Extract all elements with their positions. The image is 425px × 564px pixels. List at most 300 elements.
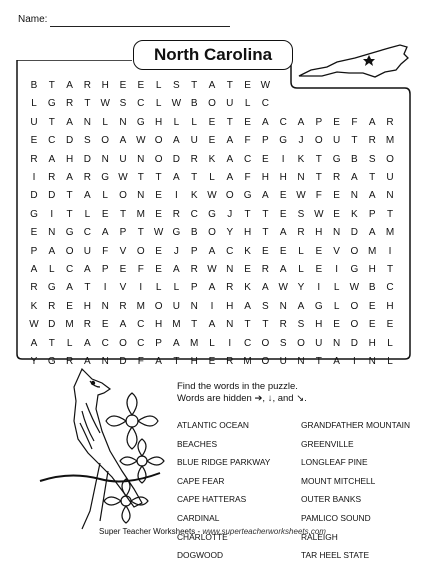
grid-letter[interactable]: C bbox=[386, 282, 394, 294]
grid-letter[interactable]: A bbox=[119, 135, 127, 147]
grid-letter[interactable]: I bbox=[175, 190, 178, 202]
grid-letter[interactable]: R bbox=[226, 282, 234, 294]
grid-letter[interactable]: C bbox=[137, 319, 145, 331]
grid-letter[interactable]: S bbox=[297, 208, 305, 220]
grid-letter[interactable]: T bbox=[226, 116, 233, 128]
grid-letter[interactable]: A bbox=[226, 153, 234, 165]
grid-letter[interactable]: K bbox=[208, 153, 216, 165]
grid-letter[interactable]: V bbox=[333, 245, 340, 257]
grid-letter[interactable]: E bbox=[208, 135, 216, 147]
grid-letter[interactable]: R bbox=[48, 172, 56, 183]
grid-letter[interactable]: I bbox=[210, 300, 214, 312]
grid-letter[interactable]: G bbox=[172, 227, 181, 239]
grid-letter[interactable]: T bbox=[48, 116, 55, 128]
grid-letter[interactable]: Y bbox=[226, 227, 234, 239]
grid-letter[interactable]: O bbox=[350, 245, 359, 257]
grid-letter[interactable]: T bbox=[386, 264, 394, 275]
grid-letter[interactable]: P bbox=[30, 245, 38, 257]
grid-letter[interactable]: E bbox=[155, 245, 162, 257]
grid-letter[interactable]: T bbox=[315, 356, 322, 367]
grid-letter[interactable]: F bbox=[244, 172, 251, 183]
grid-letter[interactable]: R bbox=[226, 356, 234, 367]
grid-letter[interactable]: V bbox=[119, 282, 127, 294]
grid-letter[interactable]: F bbox=[137, 264, 144, 275]
grid-letter[interactable]: W bbox=[207, 190, 217, 202]
grid-letter[interactable]: M bbox=[136, 300, 145, 312]
grid-letter[interactable]: G bbox=[350, 264, 359, 275]
grid-letter[interactable]: B bbox=[190, 227, 198, 239]
grid-letter[interactable]: E bbox=[279, 245, 287, 257]
grid-letter[interactable]: E bbox=[155, 190, 162, 202]
grid-letter[interactable]: R bbox=[297, 227, 305, 239]
grid-letter[interactable]: W bbox=[136, 135, 146, 147]
grid-letter[interactable]: O bbox=[208, 98, 216, 110]
grid-letter[interactable]: G bbox=[314, 300, 323, 312]
grid-letter[interactable]: K bbox=[244, 282, 251, 294]
grid-letter[interactable]: E bbox=[368, 300, 376, 312]
grid-letter[interactable]: E bbox=[333, 208, 340, 220]
grid-letter[interactable]: E bbox=[368, 319, 376, 331]
grid-letter[interactable]: T bbox=[369, 172, 376, 183]
grid-letter[interactable]: T bbox=[66, 208, 73, 220]
grid-letter[interactable]: R bbox=[190, 153, 198, 165]
grid-letter[interactable]: N bbox=[190, 300, 198, 312]
grid-letter[interactable]: P bbox=[190, 245, 198, 257]
grid-letter[interactable]: L bbox=[49, 264, 55, 275]
grid-letter[interactable]: B bbox=[368, 282, 376, 294]
grid-letter[interactable]: E bbox=[315, 264, 323, 275]
grid-letter[interactable]: P bbox=[262, 135, 269, 147]
grid-letter[interactable]: E bbox=[262, 245, 269, 257]
grid-letter[interactable]: T bbox=[351, 135, 358, 147]
grid-letter[interactable]: A bbox=[368, 190, 376, 202]
grid-letter[interactable]: E bbox=[155, 208, 162, 220]
grid-letter[interactable]: G bbox=[332, 153, 341, 165]
grid-letter[interactable]: N bbox=[48, 227, 56, 239]
grid-letter[interactable]: N bbox=[332, 227, 341, 239]
grid-letter[interactable]: A bbox=[368, 227, 376, 239]
grid-letter[interactable]: L bbox=[209, 337, 215, 349]
grid-letter[interactable]: T bbox=[119, 208, 127, 220]
grid-letter[interactable]: T bbox=[262, 227, 269, 239]
grid-letter[interactable]: P bbox=[190, 282, 198, 294]
grid-letter[interactable]: N bbox=[279, 300, 287, 312]
grid-letter[interactable]: E bbox=[244, 264, 251, 275]
grid-letter[interactable]: E bbox=[30, 135, 38, 147]
grid-letter[interactable]: P bbox=[155, 337, 162, 349]
grid-letter[interactable]: U bbox=[172, 300, 180, 312]
grid-letter[interactable]: W bbox=[278, 282, 288, 294]
grid-letter[interactable]: E bbox=[101, 319, 109, 331]
grid-letter[interactable]: C bbox=[261, 98, 269, 110]
grid-letter[interactable]: I bbox=[281, 153, 285, 165]
grid-letter[interactable]: T bbox=[315, 153, 322, 165]
grid-letter[interactable]: H bbox=[190, 356, 198, 367]
grid-letter[interactable]: T bbox=[386, 208, 394, 220]
grid-letter[interactable]: I bbox=[353, 356, 356, 367]
grid-letter[interactable]: L bbox=[244, 98, 251, 110]
grid-letter[interactable]: I bbox=[103, 282, 107, 294]
grid-letter[interactable]: U bbox=[30, 116, 38, 128]
grid-letter[interactable]: H bbox=[154, 116, 163, 128]
grid-letter[interactable]: W bbox=[207, 264, 217, 275]
grid-letter[interactable]: M bbox=[172, 319, 181, 331]
grid-letter[interactable]: D bbox=[172, 153, 180, 165]
grid-letter[interactable]: O bbox=[261, 356, 270, 367]
grid-letter[interactable]: A bbox=[297, 300, 305, 312]
grid-letter[interactable]: P bbox=[315, 116, 323, 128]
grid-letter[interactable]: P bbox=[101, 264, 109, 275]
grid-letter[interactable]: O bbox=[350, 319, 359, 331]
grid-letter[interactable]: L bbox=[387, 356, 393, 367]
grid-letter[interactable]: I bbox=[317, 282, 321, 294]
grid-letter[interactable]: O bbox=[154, 135, 163, 147]
grid-letter[interactable]: U bbox=[386, 172, 394, 183]
grid-letter[interactable]: A bbox=[279, 227, 287, 239]
grid-letter[interactable]: G bbox=[243, 190, 252, 202]
grid-letter[interactable]: I bbox=[388, 245, 392, 257]
grid-letter[interactable]: H bbox=[368, 337, 376, 349]
grid-letter[interactable]: B bbox=[351, 153, 358, 165]
grid-letter[interactable]: A bbox=[351, 172, 358, 183]
grid-letter[interactable]: I bbox=[228, 337, 232, 349]
grid-letter[interactable]: A bbox=[226, 172, 234, 183]
grid-letter[interactable]: R bbox=[83, 319, 91, 331]
grid-letter[interactable]: N bbox=[101, 300, 109, 312]
grid-letter[interactable]: E bbox=[66, 300, 73, 312]
grid-letter[interactable]: A bbox=[66, 172, 73, 183]
grid-letter[interactable]: T bbox=[191, 80, 198, 91]
grid-letter[interactable]: L bbox=[31, 98, 37, 110]
grid-letter[interactable]: A bbox=[84, 190, 91, 202]
grid-letter[interactable]: S bbox=[297, 319, 305, 331]
grid-letter[interactable]: H bbox=[226, 300, 234, 312]
grid-letter[interactable]: N bbox=[297, 356, 305, 367]
grid-letter[interactable]: A bbox=[279, 264, 287, 275]
grid-letter[interactable]: N bbox=[332, 337, 341, 349]
grid-letter[interactable]: S bbox=[119, 98, 127, 110]
grid-letter[interactable]: W bbox=[100, 98, 110, 110]
grid-letter[interactable]: A bbox=[173, 337, 180, 349]
grid-letter[interactable]: L bbox=[155, 282, 162, 294]
grid-letter[interactable]: C bbox=[83, 227, 91, 239]
grid-letter[interactable]: S bbox=[84, 135, 91, 147]
grid-letter[interactable]: K bbox=[297, 153, 305, 165]
grid-letter[interactable]: E bbox=[30, 227, 38, 239]
grid-letter[interactable]: O bbox=[208, 227, 216, 239]
grid-letter[interactable]: A bbox=[173, 172, 180, 183]
grid-letter[interactable]: T bbox=[48, 337, 55, 349]
grid-letter[interactable]: R bbox=[65, 98, 74, 110]
grid-letter[interactable]: G bbox=[136, 116, 145, 128]
grid-letter[interactable]: N bbox=[83, 116, 91, 128]
grid-letter[interactable]: N bbox=[297, 172, 305, 183]
grid-letter[interactable]: O bbox=[225, 190, 234, 202]
grid-letter[interactable]: N bbox=[386, 190, 394, 202]
grid-letter[interactable]: B bbox=[190, 98, 198, 110]
grid-letter[interactable]: V bbox=[119, 245, 127, 257]
grid-letter[interactable]: S bbox=[279, 337, 287, 349]
grid-letter[interactable]: E bbox=[155, 264, 162, 275]
grid-letter[interactable]: N bbox=[350, 190, 358, 202]
grid-letter[interactable]: T bbox=[84, 282, 91, 294]
grid-letter[interactable]: A bbox=[155, 356, 162, 367]
grid-letter[interactable]: A bbox=[173, 135, 180, 147]
grid-letter[interactable]: T bbox=[84, 98, 91, 110]
grid-letter[interactable]: F bbox=[244, 135, 251, 147]
name-line[interactable] bbox=[50, 26, 230, 27]
grid-letter[interactable]: R bbox=[172, 208, 180, 220]
grid-letter[interactable]: A bbox=[208, 319, 216, 331]
grid-letter[interactable]: A bbox=[368, 116, 376, 128]
grid-letter[interactable]: U bbox=[279, 356, 287, 367]
grid-letter[interactable]: L bbox=[173, 282, 180, 294]
grid-letter[interactable]: A bbox=[30, 264, 38, 275]
grid-letter[interactable]: A bbox=[66, 80, 73, 91]
grid-letter[interactable]: A bbox=[208, 282, 216, 294]
grid-letter[interactable]: I bbox=[335, 264, 338, 275]
grid-letter[interactable]: H bbox=[83, 300, 91, 312]
grid-letter[interactable]: H bbox=[154, 319, 163, 331]
grid-letter[interactable]: O bbox=[65, 245, 74, 257]
grid-letter[interactable]: Y bbox=[297, 282, 305, 294]
grid-letter[interactable]: D bbox=[65, 135, 74, 147]
grid-letter[interactable]: C bbox=[243, 153, 252, 165]
grid-letter[interactable]: A bbox=[244, 300, 251, 312]
grid-letter[interactable]: R bbox=[83, 80, 91, 91]
grid-letter[interactable]: A bbox=[84, 356, 91, 367]
grid-letter[interactable]: T bbox=[137, 227, 144, 239]
grid-letter[interactable]: H bbox=[243, 227, 252, 239]
grid-letter[interactable]: E bbox=[386, 319, 394, 331]
grid-letter[interactable]: R bbox=[30, 153, 38, 165]
grid-letter[interactable]: U bbox=[190, 135, 198, 147]
grid-letter[interactable]: I bbox=[50, 208, 54, 220]
grid-letter[interactable]: M bbox=[385, 135, 395, 147]
grid-letter[interactable]: N bbox=[368, 356, 376, 367]
grid-letter[interactable]: E bbox=[208, 116, 216, 128]
grid-letter[interactable]: L bbox=[298, 245, 304, 257]
grid-letter[interactable]: A bbox=[101, 227, 109, 239]
grid-letter[interactable]: F bbox=[102, 245, 109, 257]
grid-letter[interactable]: F bbox=[137, 356, 144, 367]
grid-letter[interactable]: G bbox=[208, 208, 216, 220]
grid-letter[interactable]: C bbox=[137, 98, 145, 110]
grid-letter[interactable]: R bbox=[83, 172, 91, 183]
grid-letter[interactable]: U bbox=[332, 135, 341, 147]
grid-letter[interactable]: E bbox=[262, 153, 269, 165]
grid-letter[interactable]: C bbox=[279, 116, 287, 128]
grid-letter[interactable]: D bbox=[350, 227, 358, 239]
grid-letter[interactable]: R bbox=[30, 282, 38, 294]
grid-letter[interactable]: L bbox=[173, 116, 180, 128]
grid-letter[interactable]: N bbox=[137, 190, 145, 202]
grid-letter[interactable]: O bbox=[136, 245, 145, 257]
grid-letter[interactable]: T bbox=[155, 172, 162, 183]
grid-letter[interactable]: E bbox=[315, 245, 323, 257]
grid-letter[interactable]: O bbox=[386, 153, 394, 165]
grid-letter[interactable]: M bbox=[136, 208, 145, 220]
grid-letter[interactable]: U bbox=[315, 337, 323, 349]
grid-letter[interactable]: D bbox=[350, 337, 358, 349]
grid-letter[interactable]: T bbox=[191, 172, 198, 183]
grid-letter[interactable]: J bbox=[227, 208, 233, 220]
grid-letter[interactable]: N bbox=[226, 264, 234, 275]
grid-letter[interactable]: A bbox=[119, 319, 127, 331]
grid-letter[interactable]: A bbox=[84, 337, 91, 349]
grid-letter[interactable]: K bbox=[351, 208, 358, 220]
grid-letter[interactable]: W bbox=[349, 282, 360, 294]
grid-letter[interactable]: L bbox=[191, 116, 197, 128]
grid-letter[interactable]: E bbox=[244, 116, 251, 128]
grid-letter[interactable]: C bbox=[243, 337, 252, 349]
grid-letter[interactable]: A bbox=[208, 245, 216, 257]
grid-letter[interactable]: R bbox=[48, 300, 56, 312]
grid-letter[interactable]: C bbox=[48, 135, 56, 147]
grid-letter[interactable]: O bbox=[261, 337, 270, 349]
grid-letter[interactable]: G bbox=[47, 98, 56, 110]
grid-letter[interactable]: H bbox=[65, 153, 74, 165]
grid-letter[interactable]: C bbox=[137, 337, 145, 349]
grid-letter[interactable]: O bbox=[297, 337, 305, 349]
grid-letter[interactable]: T bbox=[173, 356, 180, 367]
grid-letter[interactable]: L bbox=[298, 264, 304, 275]
grid-letter[interactable]: K bbox=[244, 245, 251, 257]
grid-letter[interactable]: E bbox=[333, 190, 340, 202]
grid-letter[interactable]: F bbox=[315, 190, 322, 202]
grid-letter[interactable]: N bbox=[137, 153, 145, 165]
grid-letter[interactable]: R bbox=[279, 319, 287, 331]
grid-letter[interactable]: T bbox=[315, 172, 322, 183]
grid-letter[interactable]: C bbox=[101, 337, 109, 349]
grid-letter[interactable]: E bbox=[333, 116, 340, 128]
grid-letter[interactable]: E bbox=[244, 80, 251, 91]
footer-url[interactable]: www.superteacherworksheets.com bbox=[202, 527, 326, 536]
grid-letter[interactable]: A bbox=[66, 116, 73, 128]
grid-letter[interactable]: W bbox=[314, 208, 324, 220]
grid-letter[interactable]: T bbox=[137, 172, 144, 183]
grid-letter[interactable]: T bbox=[66, 190, 73, 202]
grid-letter[interactable]: L bbox=[155, 98, 162, 110]
grid-letter[interactable]: R bbox=[332, 172, 341, 183]
grid-letter[interactable]: R bbox=[65, 356, 74, 367]
grid-letter[interactable]: H bbox=[101, 80, 109, 91]
grid-letter[interactable]: C bbox=[65, 264, 74, 275]
grid-letter[interactable]: B bbox=[30, 80, 38, 91]
grid-letter[interactable]: M bbox=[190, 337, 199, 349]
grid-letter[interactable]: O bbox=[101, 135, 110, 147]
grid-letter[interactable]: L bbox=[102, 116, 108, 128]
grid-letter[interactable]: R bbox=[261, 264, 269, 275]
grid-letter[interactable]: N bbox=[101, 153, 109, 165]
grid-letter[interactable]: A bbox=[30, 337, 38, 349]
grid-letter[interactable]: Y bbox=[30, 356, 38, 367]
grid-letter[interactable]: E bbox=[333, 319, 340, 331]
grid-letter[interactable]: E bbox=[119, 264, 127, 275]
grid-letter[interactable]: W bbox=[260, 80, 271, 91]
grid-letter[interactable]: J bbox=[298, 135, 304, 147]
grid-letter[interactable]: S bbox=[173, 80, 180, 91]
grid-letter[interactable]: L bbox=[333, 282, 340, 294]
grid-letter[interactable]: G bbox=[30, 208, 38, 220]
grid-letter[interactable]: D bbox=[48, 319, 56, 331]
grid-letter[interactable]: D bbox=[83, 153, 91, 165]
grid-letter[interactable]: T bbox=[244, 319, 251, 331]
grid-letter[interactable]: G bbox=[279, 135, 288, 147]
grid-letter[interactable]: S bbox=[262, 300, 269, 312]
grid-letter[interactable]: A bbox=[208, 80, 216, 91]
grid-letter[interactable]: D bbox=[30, 190, 38, 202]
grid-letter[interactable]: H bbox=[315, 227, 323, 239]
grid-letter[interactable]: W bbox=[118, 172, 128, 183]
grid-letter[interactable]: A bbox=[173, 264, 180, 275]
grid-letter[interactable]: K bbox=[30, 300, 38, 312]
grid-letter[interactable]: H bbox=[315, 319, 323, 331]
grid-letter[interactable]: O bbox=[119, 337, 127, 349]
grid-letter[interactable]: A bbox=[262, 282, 269, 294]
grid-letter[interactable]: E bbox=[208, 356, 216, 367]
grid-letter[interactable]: N bbox=[101, 356, 109, 367]
grid-letter[interactable]: I bbox=[139, 282, 143, 294]
grid-letter[interactable]: W bbox=[29, 319, 39, 331]
grid-letter[interactable]: G bbox=[47, 282, 56, 294]
grid-letter[interactable]: U bbox=[119, 153, 127, 165]
grid-letter[interactable]: R bbox=[190, 264, 198, 275]
grid-letter[interactable]: E bbox=[279, 208, 287, 220]
grid-letter[interactable]: A bbox=[66, 282, 73, 294]
grid-letter[interactable]: G bbox=[65, 227, 74, 239]
grid-letter[interactable]: I bbox=[32, 172, 36, 183]
grid-letter[interactable]: C bbox=[226, 245, 234, 257]
grid-letter[interactable]: W bbox=[296, 190, 306, 202]
grid-letter[interactable]: R bbox=[368, 135, 376, 147]
grid-letter[interactable]: U bbox=[226, 98, 234, 110]
grid-letter[interactable]: A bbox=[84, 264, 91, 275]
grid-letter[interactable]: A bbox=[226, 135, 234, 147]
grid-letter[interactable]: M bbox=[243, 356, 252, 367]
grid-letter[interactable]: G bbox=[101, 172, 110, 183]
grid-letter[interactable]: H bbox=[279, 172, 287, 183]
grid-letter[interactable]: E bbox=[119, 80, 127, 91]
grid-letter[interactable]: M bbox=[385, 227, 395, 239]
grid-letter[interactable]: M bbox=[65, 319, 74, 331]
grid-letter[interactable]: O bbox=[154, 153, 163, 165]
grid-letter[interactable]: T bbox=[226, 80, 233, 91]
grid-letter[interactable]: F bbox=[351, 116, 358, 128]
grid-letter[interactable]: P bbox=[119, 227, 127, 239]
grid-letter[interactable]: T bbox=[262, 319, 269, 331]
grid-letter[interactable]: H bbox=[368, 264, 376, 275]
grid-letter[interactable]: T bbox=[244, 208, 251, 220]
grid-letter[interactable]: L bbox=[387, 337, 393, 349]
grid-letter[interactable]: A bbox=[48, 153, 56, 165]
grid-letter[interactable]: R bbox=[119, 300, 127, 312]
grid-letter[interactable]: O bbox=[350, 300, 359, 312]
grid-letter[interactable]: L bbox=[84, 208, 91, 220]
grid-letter[interactable]: A bbox=[262, 116, 269, 128]
grid-letter[interactable]: P bbox=[368, 208, 376, 220]
grid-letter[interactable]: M bbox=[368, 245, 377, 257]
grid-letter[interactable]: W bbox=[171, 98, 182, 110]
grid-letter[interactable]: H bbox=[261, 172, 269, 183]
grid-letter[interactable]: O bbox=[314, 135, 323, 147]
grid-letter[interactable]: L bbox=[155, 80, 162, 91]
grid-letter[interactable]: N bbox=[119, 116, 127, 128]
grid-letter[interactable]: E bbox=[279, 190, 287, 202]
grid-letter[interactable]: A bbox=[262, 190, 269, 202]
grid-letter[interactable]: R bbox=[386, 116, 394, 128]
grid-letter[interactable]: L bbox=[333, 300, 340, 312]
